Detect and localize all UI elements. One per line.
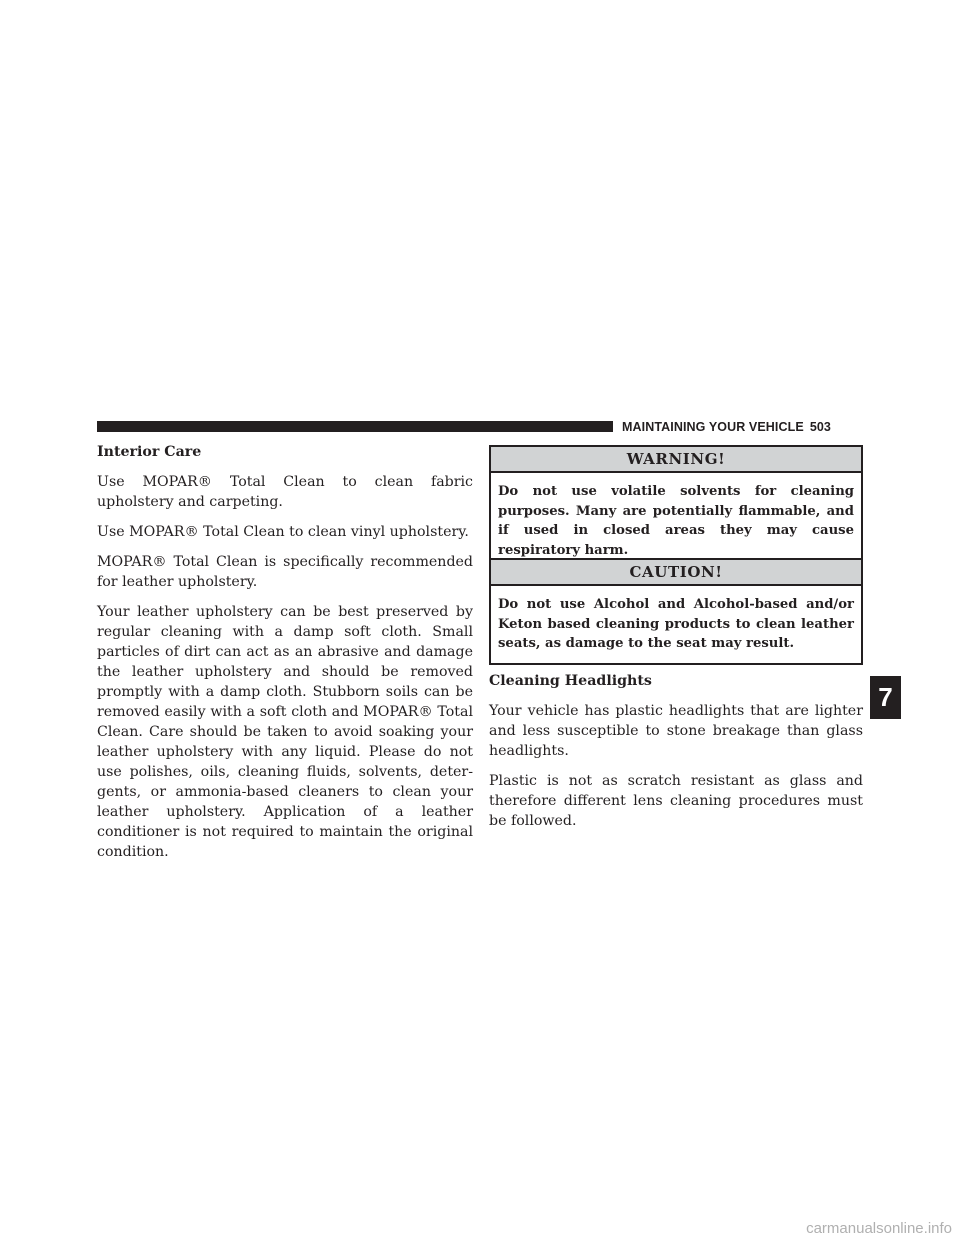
cleaning-headlights-heading: Cleaning Headlights (489, 673, 652, 689)
chapter-tab: 7 (870, 676, 901, 719)
paragraph-scratch-resistance: Plastic is not as scratch resistant as glass and therefore different lens cleaning procedures must be followed. (489, 773, 863, 829)
warning-title: WARNING! (491, 447, 861, 473)
paragraph-leather-recommend: MOPAR® Total Clean is specifically recommended for leather upholstery. (97, 554, 473, 590)
paragraph-plastic-headlights: Your vehicle has plastic headlights that are lighter and less susceptible to stone breakage than glass headlights. (489, 703, 863, 759)
warning-box (489, 445, 863, 571)
page-number: 503 (809, 420, 831, 434)
caution-title: CAUTION! (491, 560, 861, 586)
watermark: carmanualsonline.info (806, 1220, 952, 1237)
paragraph-vinyl: Use MOPAR® Total Clean to clean vinyl upholstery. (97, 524, 469, 540)
warning-body: Do not use volatile solvents for cleaning purposes. Many are potentially flammable, and if used in closed areas they may cause respiratory harm. (498, 484, 854, 558)
interior-care-heading: Interior Care (97, 444, 202, 460)
header-rule (97, 421, 613, 432)
caution-body: Do not use Alcohol and Alcohol-based and/or Keton based cleaning products to clean leather seats, as damage to the seat may result. (498, 597, 854, 651)
paragraph-leather-care: Your leather upholstery can be best preserved by regular cleaning with a damp soft cloth. Small particles of dirt can act as an abrasive and damage the leather upholstery and should be removed promptly with a damp cloth. Stubborn soils can be removed easily with a soft cloth and MOPAR® Total Clean. Care should be taken to avoid soaking your leather upholstery with any liquid. Please do not use polishes, oils, cleaning fluids, solvents, deter-gents, or ammonia-based cleaners to clean your leather upholstery. Application of a leather conditioner is not required to maintain the original condition. (97, 604, 473, 860)
running-header (622, 417, 865, 437)
caution-box (489, 558, 863, 665)
paragraph-fabric: Use MOPAR® Total Clean to clean fabric upholstery and carpeting. (97, 474, 473, 510)
headlights-section (489, 671, 863, 841)
section-title: MAINTAINING YOUR VEHICLE (622, 420, 804, 434)
left-column (97, 442, 473, 872)
